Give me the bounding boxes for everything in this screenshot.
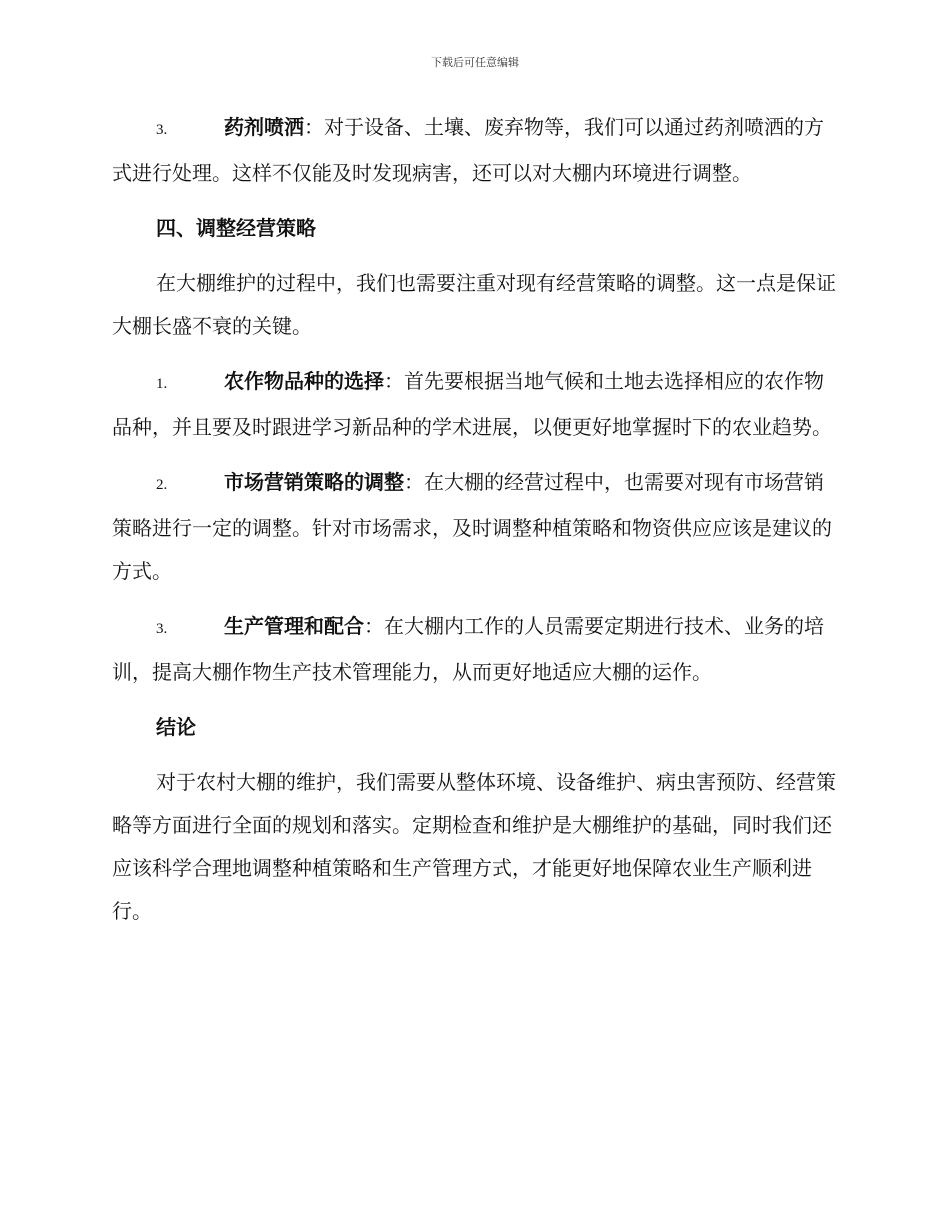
paragraph: 在大棚维护的过程中，我们也需要注重对现有经营策略的调整。这一点是保证大棚长盛不衰的关键。 [112,271,836,338]
list-number: 2. [156,477,168,493]
list-item-term: 农作物品种的选择 [224,369,384,393]
list-item-term: 药剂喷洒 [224,115,304,139]
list-item-spraying [112,106,838,195]
list-item-text: ：首先要根据当地气候和土地去选择相应的农作物品种，并且要及时跟进学习新品种的学术进展，以便更好地掌握时下的农业趋势。 [112,369,832,439]
list-item-term: 市场营销策略的调整 [224,470,404,494]
document-body [112,106,838,945]
list-item [112,605,838,694]
list-item-text: ：对于设备、土壤、废弃物等，我们可以通过药剂喷洒的方式进行处理。这样不仅能及时发现病害，还可以对大棚内环境进行调整。 [112,115,824,185]
list-number: 3. [156,621,168,637]
list-item-term: 生产管理和配合 [224,614,364,638]
list-item [112,461,838,593]
page-header: 下载后可任意编辑 [431,56,519,69]
list-number: 3. [156,122,168,138]
list-item-text: ：在大棚的经营过程中，也需要对现有市场营销策略进行一定的调整。针对市场需求，及时调整种植策略和物资供应应该是建议的方式。 [112,470,832,583]
list-item-text: ：在大棚内工作的人员需要定期进行技术、业务的培训，提高大棚作物生产技术管理能力，从而更好地适应大棚的运作。 [112,614,824,684]
section-heading: 四、调整经营策略 [156,216,316,240]
conclusion-heading: 结论 [156,715,196,739]
list-item [112,360,838,449]
conclusion-paragraph: 对于农村大棚的维护，我们需要从整体环境、设备维护、病虫害预防、经营策略等方面进行全面的规划和落实。定期检查和维护是大棚维护的基础，同时我们还应该科学合理地调整种植策略和生产管理方式，才能更好地保障农业生产顺利进行。 [112,770,836,923]
list-number: 1. [156,376,168,392]
